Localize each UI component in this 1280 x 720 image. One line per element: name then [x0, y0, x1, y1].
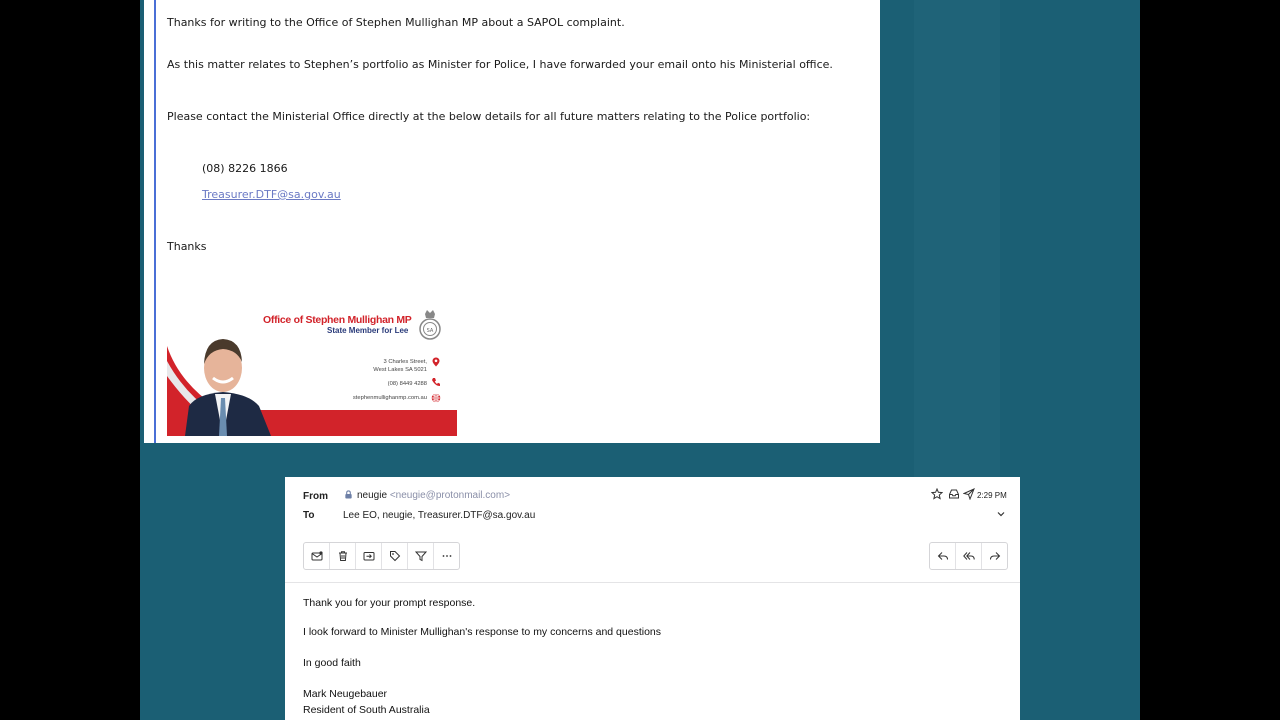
message-actions-toolbar: [303, 542, 460, 570]
delete-button[interactable]: [330, 543, 356, 569]
sender-address: <neugie@protonmail.com>: [389, 490, 511, 501]
quote-bar: [154, 0, 156, 443]
move-button[interactable]: [356, 543, 382, 569]
svg-text:SA: SA: [426, 328, 434, 334]
message-time: 2:29 PM: [977, 491, 1007, 500]
filter-icon: [415, 550, 427, 562]
signature-website: stephenmullighanmp.com.au: [352, 395, 427, 401]
mark-unread-icon: [311, 550, 323, 562]
contact-phone: (08) 8226 1866: [202, 162, 288, 175]
message-line: Please contact the Ministerial Office directly at the below details for all future matters relating to the Police portfolio:: [167, 110, 811, 123]
contact-email-link[interactable]: Treasurer.DTF@sa.gov.au: [202, 188, 341, 201]
reply-actions-toolbar: [929, 542, 1008, 570]
mark-unread-button[interactable]: [304, 543, 330, 569]
recipients-field[interactable]: Lee EO, neugie, Treasurer.DTF@sa.gov.au: [343, 510, 536, 521]
message-body-line: I look forward to Minister Mullighan's response to my concerns and questions: [303, 626, 662, 638]
message-line: As this matter relates to Stephen’s portfolio as Minister for Police, I have forwarded your email onto his Ministerial office.: [167, 58, 833, 71]
chevron-down-icon[interactable]: [996, 509, 1006, 519]
sender-field[interactable]: [357, 490, 510, 501]
coat-of-arms-icon: [418, 308, 442, 342]
phone-icon: [431, 377, 441, 387]
email-signature-banner: [167, 306, 457, 436]
to-label: To: [303, 510, 315, 521]
from-label: From: [303, 491, 328, 502]
closing-text: Thanks: [167, 240, 207, 253]
location-pin-icon: [431, 357, 441, 367]
inbox-icon[interactable]: [948, 488, 960, 500]
globe-icon: [431, 393, 441, 403]
reply-all-icon: [963, 550, 975, 562]
signature-phone: (08) 8449 4288: [387, 381, 427, 387]
sender-name: neugie: [357, 490, 388, 501]
forward-button[interactable]: [982, 543, 1007, 569]
move-icon: [363, 550, 375, 562]
forward-icon: [989, 550, 1001, 562]
signature-address-line2: West Lakes SA 5021: [373, 367, 427, 373]
trash-icon: [337, 550, 349, 562]
signature-subtitle: State Member for Lee: [327, 326, 409, 335]
more-icon: [441, 550, 453, 562]
reply-button[interactable]: [930, 543, 956, 569]
email-message-card: [285, 477, 1020, 720]
signature-title: Office of Stephen Mullighan MP: [263, 314, 412, 326]
signature-name: Mark Neugebauer: [303, 688, 388, 700]
message-body-line: Thank you for your prompt response.: [303, 597, 476, 609]
signature-address-line1: 3 Charles Street,: [383, 359, 427, 365]
more-button[interactable]: [434, 543, 459, 569]
message-body-line: In good faith: [303, 657, 361, 669]
reply-all-button[interactable]: [956, 543, 982, 569]
lock-icon: [344, 490, 353, 499]
sent-icon[interactable]: [963, 488, 975, 500]
reply-icon: [937, 550, 949, 562]
label-button[interactable]: [382, 543, 408, 569]
message-line: Thanks for writing to the Office of Stephen Mullighan MP about a SAPOL complaint.: [167, 16, 625, 29]
header-divider: [285, 582, 1020, 583]
filter-button[interactable]: [408, 543, 434, 569]
star-icon[interactable]: [931, 488, 943, 500]
signature-title-line: Resident of South Australia: [303, 704, 430, 716]
quoted-message-card: [144, 0, 880, 443]
label-icon: [389, 550, 401, 562]
